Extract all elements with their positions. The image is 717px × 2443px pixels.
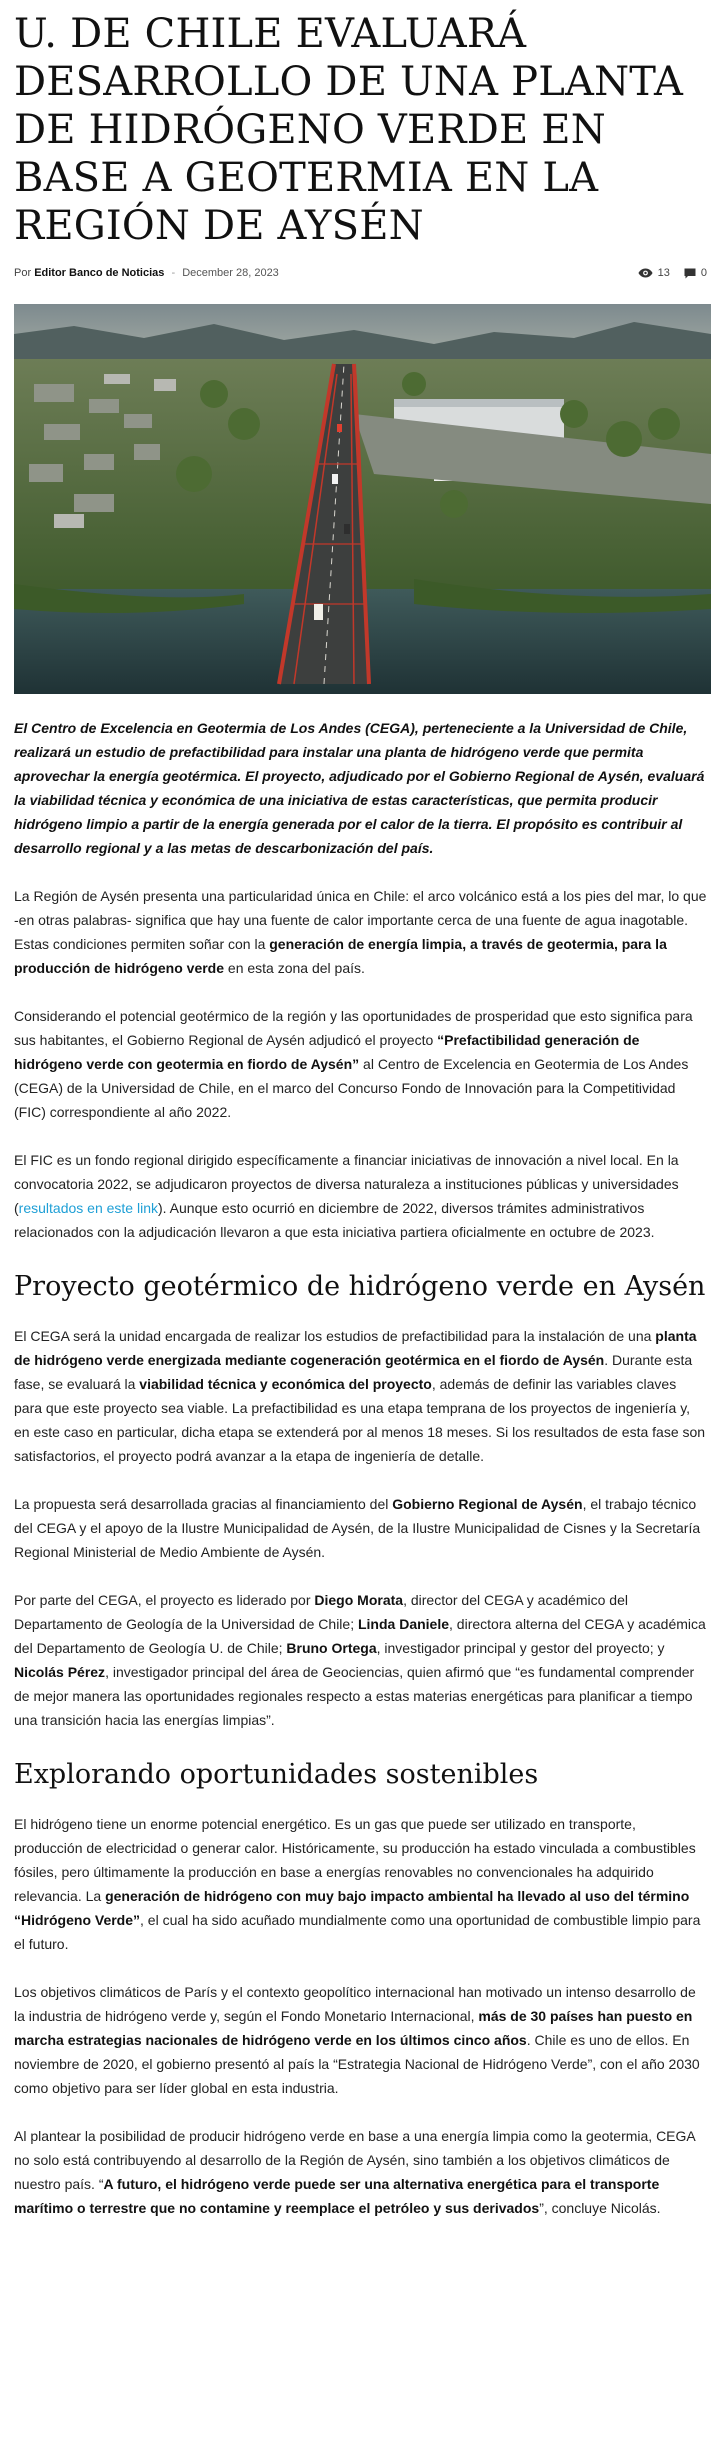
article-meta bbox=[14, 264, 707, 282]
p7-text-c: , el cual ha sido acuñado mundialmente como una oportunidad de combustible limpio para el futuro. bbox=[14, 1912, 701, 1952]
paragraph-2 bbox=[14, 1004, 707, 1124]
comments-count: 0 bbox=[700, 267, 707, 279]
p1-text-a: La Región de Aysén presenta una particularidad única en Chile: el arco volcánico está a los pies del mar, lo que -en otras palabras- significa que hay una fuente de calor importante cerca de una fuente de agua inagotable. Estas condiciones permiten soñar con la bbox=[14, 888, 707, 952]
p3-text-b: ). Aunque esto ocurrió en diciembre de 2022, diversos trámites administrativos relacionados con la adjudicación llevaron a que esta iniciativa partiera oficialmente en octubre de 2023. bbox=[14, 1200, 655, 1240]
p7-bold: generación de hidrógeno con muy bajo impacto ambiental ha llevado al uso del término “Hidrógeno Verde” bbox=[14, 1888, 690, 1928]
eye-icon bbox=[638, 268, 653, 278]
p9-text-a: Al plantear la posibilidad de producir hidrógeno verde en base a una energía limpia como la geotermia, CEGA no solo está contribuyendo al desarrollo de la Región de Aysén, sino también a los objetivos climáticos de nuestro país. “ bbox=[14, 2128, 695, 2192]
p9-text-c: ”, concluye Nicolás. bbox=[539, 2200, 661, 2216]
p6-person-3: Bruno Ortega bbox=[286, 1640, 377, 1656]
p6-person-4: Nicolás Pérez bbox=[14, 1664, 106, 1680]
paragraph-9 bbox=[14, 2124, 707, 2220]
comment-icon bbox=[684, 268, 696, 279]
p4-text-c: . Durante esta fase, se evaluará la bbox=[14, 1352, 693, 1392]
p2-bold: “Prefactibilidad generación de hidrógeno verde con geotermia en fiordo de Aysén” bbox=[14, 1032, 640, 1072]
paragraph-1 bbox=[14, 884, 707, 980]
p8-text-a: Los objetivos climáticos de París y el contexto geopolítico internacional han motivado un intenso desarrollo de la industria de hidrógeno verde y, según el Fondo Monetario Internacional, bbox=[14, 1984, 696, 2024]
paragraph-7 bbox=[14, 1812, 707, 1956]
p4-text-a: El CEGA será la unidad encargada de realizar los estudios de prefactibilidad para la instalación de una bbox=[14, 1328, 656, 1344]
article-body bbox=[14, 716, 707, 2220]
views-stat bbox=[638, 267, 670, 279]
lead-text-1: El Centro de Excelencia en Geotermia de Los Andes (CEGA), perteneciente a la bbox=[14, 720, 545, 736]
p1-text-c: en esta zona del país. bbox=[224, 960, 365, 976]
bridge-aerial-photo bbox=[14, 304, 711, 694]
section-heading-opportunities: Explorando oportunidades sostenibles bbox=[14, 1759, 539, 1790]
article-stats bbox=[638, 267, 707, 279]
p8-bold: más de 30 países han puesto en marcha estrategias nacionales de hidrógeno verde en los últimos cinco años bbox=[14, 2008, 693, 2048]
p6-text-g: , investigador principal y gestor del proyecto; y bbox=[376, 1640, 665, 1656]
p6-text-c: , director del CEGA y académico del Departamento de Geología de la Universidad de Chile; bbox=[14, 1592, 628, 1632]
comments-stat[interactable] bbox=[684, 267, 707, 279]
byline bbox=[14, 267, 279, 279]
p7-text-a: El hidrógeno tiene un enorme potencial energético. Es un gas que puede ser utilizado en transporte, producción de electricidad o generar calor. Históricamente, su producción ha estado vinculada a combustibles fósiles, pero últimamente la producción en base a energías renovables no convencionales ha adquirido relevancia. La bbox=[14, 1816, 696, 1904]
p5-bold: Gobierno Regional de Aysén bbox=[392, 1496, 583, 1512]
p4-text-e: , además de definir las variables claves para que este proyecto sea viable. La prefactibilidad es una etapa temprana de los proyectos de ingeniería y, en este caso en particular, dicha etapa se extenderá por al menos 18 meses. Si los resultados de esta fase son satisfactorios, el proyecto podrá avanzar a la etapa de ingeniería de detalle. bbox=[14, 1376, 706, 1464]
p6-text-i: , investigador principal del área de Geociencias, quien afirmó que “es fundamental comprender de mejor manera las oportunidades regionales respecto a estas materias energéticas para planificar a tiempo una transición hacia las energías limpias”. bbox=[14, 1664, 695, 1728]
paragraph-4 bbox=[14, 1324, 707, 1468]
p5-text-c: , el trabajo técnico del CEGA y el apoyo de la Ilustre Municipalidad de Aysén, de la Ilustre Municipalidad de Cisnes y la Secretaría Regional Ministerial de Medio Ambiente de Aysén. bbox=[14, 1496, 701, 1560]
publish-date: December 28, 2023 bbox=[182, 267, 279, 280]
p3-text-a: El FIC es un fondo regional dirigido específicamente a financiar iniciativas de innovación a nivel local. En la convocatoria 2022, se adjudicaron proyectos de diversa naturaleza a instituciones públicas y universidades ( bbox=[14, 1152, 679, 1216]
paragraph-5 bbox=[14, 1492, 707, 1564]
hero-image bbox=[14, 304, 711, 694]
paragraph-6 bbox=[14, 1588, 707, 1732]
p4-bold-1: planta de hidrógeno verde energizada mediante cogeneración geotérmica en el fiordo de Aysén bbox=[14, 1328, 697, 1368]
results-link[interactable]: resultados en este link bbox=[18, 1200, 158, 1216]
meta-separator: - bbox=[171, 267, 176, 280]
p9-bold-quote: A futuro, el hidrógeno verde puede ser una alternativa energética para el transporte marítimo o terrestre que no contamine y reemplace el petróleo y sus derivados bbox=[14, 2176, 660, 2216]
p4-bold-2: viabilidad técnica y económica del proyecto bbox=[139, 1376, 432, 1392]
article-container bbox=[10, 10, 707, 2220]
p1-bold: generación de energía limpia, a través de geotermia, para la producción de hidrógeno verde bbox=[14, 936, 667, 976]
section-heading-project: Proyecto geotérmico de hidrógeno verde en Aysén bbox=[14, 1271, 706, 1302]
p6-text-a: Por parte del CEGA, el proyecto es liderado por bbox=[14, 1592, 315, 1608]
p2-text-a: Considerando el potencial geotérmico de la región y las oportunidades de prosperidad que esto significa para sus habitantes, el Gobierno Regional de Aysén adjudicó el proyecto bbox=[14, 1008, 693, 1048]
p8-text-c: . Chile es uno de ellos. En noviembre de 2020, el gobierno presentó al país la “Estrategia Nacional de Hidrógeno Verde”, con el año 2030 como objetivo para ser líder global en esta industria. bbox=[14, 2032, 700, 2096]
p6-person-1: Diego Morata bbox=[314, 1592, 404, 1608]
views-count: 13 bbox=[657, 267, 670, 279]
p5-text-a: La propuesta será desarrollada gracias al financiamiento del bbox=[14, 1496, 393, 1512]
paragraph-8 bbox=[14, 1980, 707, 2100]
author-link[interactable]: Editor Banco de Noticias bbox=[34, 267, 165, 280]
lead-text-2: , realizará un estudio de prefactibilidad para instalar una planta de hidrógeno verde que permita aprovechar la energía geotérmica. El proyecto, adjudicado por el Gobierno Regional de Aysén, evaluará la viabilidad técnica y económica de una iniciativa de estas características, que permita producir hidrógeno limpio a partir de la energía generada por el calor de la tierra. El propósito es contribuir al desarrollo regional y a las metas de descarbonización del país. bbox=[14, 720, 705, 856]
p6-person-2: Linda Daniele bbox=[357, 1616, 450, 1632]
lead-university: Universidad de Chile bbox=[544, 720, 684, 736]
article-title: U. DE CHILE EVALUARÁ DESARROLLO DE UNA PLANTA DE HIDRÓGENO VERDE EN BASE A GEOTERMIA EN LA REGIÓN DE AYSÉN bbox=[14, 11, 684, 249]
p6-text-e: , directora alterna del CEGA y académica del Departamento de Geología U. de Chile; bbox=[14, 1616, 706, 1656]
by-label: Por bbox=[14, 267, 32, 280]
lead-paragraph bbox=[14, 716, 707, 860]
p2-text-c: al Centro de Excelencia en Geotermia de Los Andes (CEGA) de la Universidad de Chile, en el marco del Concurso Fondo de Innovación para la Competitividad (FIC) correspondiente al año 2022. bbox=[14, 1056, 689, 1120]
paragraph-3 bbox=[14, 1148, 707, 1244]
